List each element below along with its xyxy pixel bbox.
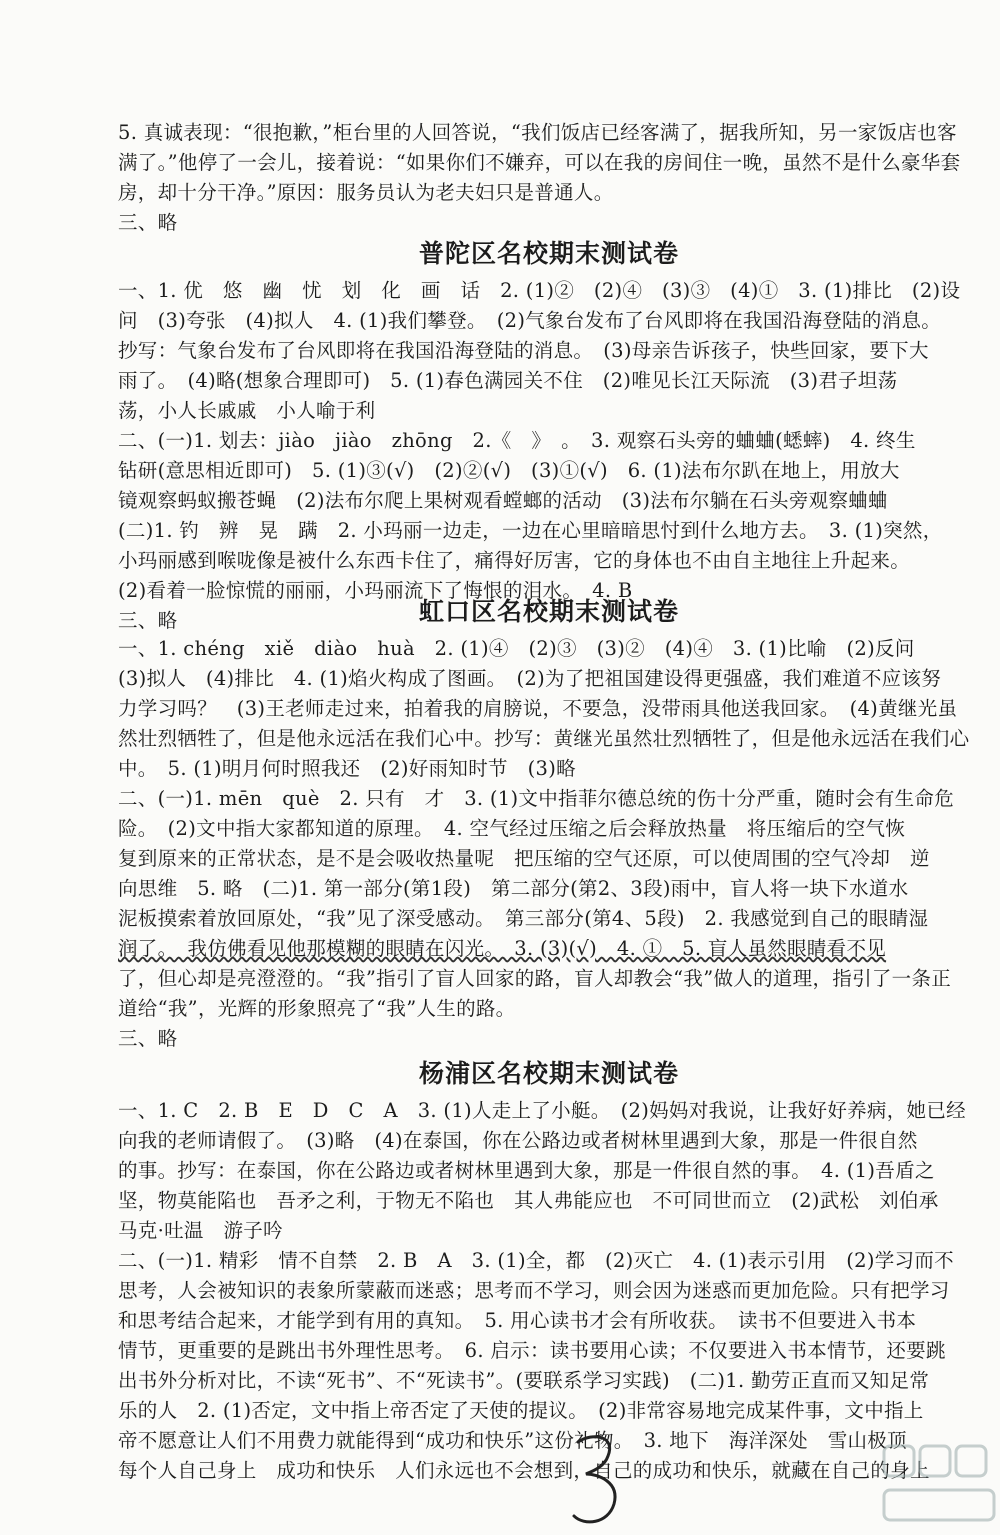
text-line: 坚，物莫能陷也 吾矛之利，于物无不陷也 其人弗能应也 不可同世而立 (2)武松 刘伯承 xyxy=(118,1189,939,1212)
text-line: 二、(一)1. 划去：jiào jiào zhōng 2.《 》 。 3. 观察石头旁的蛐蛐(蟋蟀) 4. 终生 xyxy=(118,429,916,452)
text-line: 复到原来的正常状态，是不是会吸收热量呢 把压缩的空气还原，可以使周围的空气冷却 逆 xyxy=(118,847,930,870)
text-line: 满了。”他停了一会儿，接着说：“如果你们不嫌弃，可以在我的房间住一晚，虽然不是什么豪华套 xyxy=(118,151,961,174)
text-line: 房，却十分干净。”原因：服务员认为老夫妇只是普通人。 xyxy=(118,181,614,204)
text-line: 小玛丽感到喉咙像是被什么东西卡住了，痛得好厉害，它的身体也不由自主地往上升起来。 xyxy=(118,549,911,572)
text-line: (二)1. 钓 辨 晃 蹒 2. 小玛丽一边走，一边在心里暗暗思忖到什么地方去。 3. (1)突然， xyxy=(118,519,943,542)
text-line: 三、略 xyxy=(118,1027,178,1050)
text-line: 思考，人会被知识的表象所蒙蔽而迷惑；思考而不学习，则会因为迷惑而更加危险。只有把学习 xyxy=(118,1279,950,1302)
text-line: 抄写：气象台发布了台风即将在我国沿海登陆的消息。 (3)母亲告诉孩子，快些回家，要下大 xyxy=(118,339,929,362)
text-line: 一、1. 优 悠 幽 忧 划 化 画 话 2. (1)② (2)④ (3)③ (4)① 3. (1)排比 (2)设 xyxy=(118,279,961,302)
text-line: (2)看着一脸惊慌的丽丽，小玛丽流下了悔恨的泪水。 4. B xyxy=(118,579,633,602)
text-line-underlined: 润了。 我仿佛看见他那模糊的眼睛在闪光。 3. (3)(√) 4. ① 5. 盲人虽然眼睛看不见 xyxy=(118,937,887,960)
text-line: 一、1. chéng xiě diào huà 2. (1)④ (2)③ (3)② (4)④ 3. (1)比喻 (2)反问 xyxy=(118,637,915,660)
text-line: 二、(一)1. 精彩 情不自禁 2. B A 3. (1)全，都 (2)灭亡 4. (1)表示引用 (2)学习而不 xyxy=(118,1249,954,1272)
text-line: 三、略 xyxy=(118,609,178,632)
text-line: 每个人自己身上 成功和快乐 人们永远也不会想到，自己的成功和快乐，就藏在自己的身上 xyxy=(118,1459,930,1482)
section-title: 普陀区名校期末测试卷 xyxy=(418,239,679,268)
text-line: 帝不愿意让人们不用费力就能得到“成功和快乐”这份礼物。 3. 地下 海洋深处 雪山极顶 xyxy=(118,1429,907,1452)
text-line: 了，但心却是亮澄澄的。“我”指引了盲人回家的路，盲人却教会“我”做人的道理，指引了一条正 xyxy=(118,967,952,990)
text-line: 道给“我”，光辉的形象照亮了“我”人生的路。 xyxy=(118,997,516,1020)
text-line: 和思考结合起来，才能学到有用的真知。 5. 用心读书才会有所收获。 读书不但要进入书本 xyxy=(118,1309,917,1332)
handwritten-page-number xyxy=(568,1430,628,1530)
text-line: 问 (3)夸张 (4)拟人 4. (1)我们攀登。 (2)气象台发布了台风即将在我国沿海登陆的消息。 xyxy=(118,309,942,332)
text-line: 向我的老师请假了。 (3)略 (4)在泰国，你在公路边或者树林里遇到大象，那是一件很自然 xyxy=(118,1129,918,1152)
text-line: 荡，小人长戚戚 小人喻于利 xyxy=(118,399,376,422)
text-line: 险。 (2)文中指大家都知道的原理。 4. 空气经过压缩之后会释放热量 将压缩后的空气恢 xyxy=(118,817,906,840)
text-line: 5. 真诚表现：“很抱歉，”柜台里的人回答说，“我们饭店已经客满了，据我所知，另一家饭店也客 xyxy=(118,121,957,144)
text-line: 马克·吐温 游子吟 xyxy=(118,1219,283,1242)
text-line: 力学习吗？ (3)王老师走过来，拍着我的肩膀说，不要急，没带雨具他送我回家。 (4)黄继光虽 xyxy=(118,697,958,720)
text-line: 出书外分析对比，不读“死书”、不“死读书”。(要联系学习实践) (二)1. 勤劳正直而又知足常 xyxy=(118,1369,930,1392)
watermark-logo xyxy=(880,1440,998,1532)
text-line: 泥板摸索着放回原处，“我”见了深受感动。 第三部分(第4、5段) 2. 我感觉到自己的眼睛湿 xyxy=(118,907,929,930)
text-line: 的事。抄写：在泰国，你在公路边或者树林里遇到大象，那是一件很自然的事。 4. (1)吾盾之 xyxy=(118,1159,935,1182)
text-line: (3)拟人 (4)排比 4. (1)焰火构成了图画。 (2)为了把祖国建设得更强盛，我们难道不应该努 xyxy=(118,667,942,690)
text-line: 钻研(意思相近即可) 5. (1)③(√) (2)②(√) (3)①(√) 6. (1)法布尔趴在地上，用放大 xyxy=(118,459,900,482)
text-line: 中。 5. (1)明月何时照我还 (2)好雨知时节 (3)略 xyxy=(118,757,576,780)
text-line: 三、略 xyxy=(118,211,178,234)
text-line: 二、(一)1. mēn què 2. 只有 才 3. (1)文中指菲尔德总统的伤十分严重，随时会有生命危 xyxy=(118,787,955,810)
text-line: 雨了。 (4)略(想象合理即可) 5. (1)春色满园关不住 (2)唯见长江天际流 (3)君子坦荡 xyxy=(118,369,898,392)
text-line: 然壮烈牺牲了，但是他永远活在我们心中。抄写：黄继光虽然壮烈牺牲了，但是他永远活在我们心 xyxy=(118,727,970,750)
text-line: 镜观察蚂蚁搬苍蝇 (2)法布尔爬上果树观看螳螂的活动 (3)法布尔躺在石头旁观察蛐蛐 xyxy=(118,489,888,512)
text-line: 乐的人 2. (1)否定，文中指上帝否定了天使的提议。 (2)非常容易地完成某件事，文中指上 xyxy=(118,1399,924,1422)
section-title: 杨浦区名校期末测试卷 xyxy=(418,1059,679,1088)
section-title: 虹口区名校期末测试卷 xyxy=(418,597,679,626)
text-line: 情节，更重要的是跳出书外理性思考。 6. 启示：读书要用心读；不仅要进入书本情节，还要跳 xyxy=(118,1339,946,1362)
text-line: 一、1. C 2. B E D C A 3. (1)人走上了小艇。 (2)妈妈对我说，让我好好养病，她已经 xyxy=(118,1099,966,1122)
text-line: 向思维 5. 略 (二)1. 第一部分(第1段) 第二部分(第2、3段)雨中，盲人将一块下水道水 xyxy=(118,877,909,900)
